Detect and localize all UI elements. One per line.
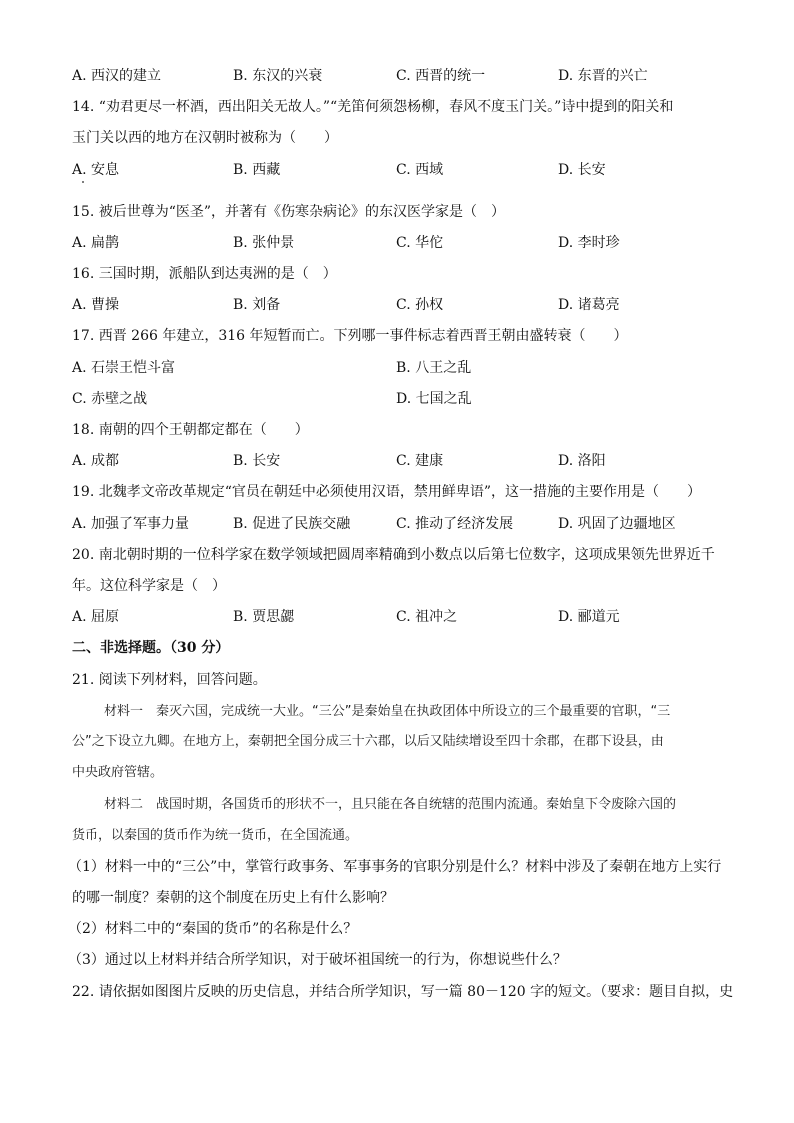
q14-option-b[interactable]: B. 西藏 [233, 162, 281, 178]
section-title-non-choice: 二、非选择题。（30 分） [72, 640, 230, 656]
q20-option-d[interactable]: D. 郦道元 [558, 609, 620, 625]
q17-options-row1 [72, 358, 732, 378]
q19-option-c[interactable]: C. 推动了经济发展 [396, 516, 514, 532]
q13-option-d[interactable]: D. 东晋的兴亡 [558, 68, 648, 84]
q14-options [72, 160, 732, 180]
q17-option-b[interactable]: B. 八王之乱 [396, 360, 472, 376]
q14-stem-line2: 玉门关以西的地方在汉朝时被称为（ ） [72, 130, 338, 146]
q16-stem: 16. 三国时期，派船队到达夷洲的是（ ） [72, 266, 337, 282]
q20-option-c[interactable]: C. 祖冲之 [396, 609, 458, 625]
q15-option-d[interactable]: D. 李时珍 [558, 235, 620, 251]
q22-stem: 22. 请依据如图图片反映的历史信息，并结合所学知识，写一篇 80－120 字的短文。（要求：题目自拟，史 [72, 984, 734, 1000]
q16-option-d[interactable]: D. 诸葛亮 [558, 297, 620, 313]
q14-option-a[interactable]: A. 安息 [72, 162, 120, 178]
q21-sub3: （3）通过以上材料并结合所学知识，对于破坏祖国统一的行为，你想说些什么？ [68, 952, 567, 968]
q17-option-a[interactable]: A. 石崇王恺斗富 [72, 360, 176, 376]
q15-stem: 15. 被后世尊为“医圣”，并著有《伤寒杂病论》的东汉医学家是（ ） [72, 204, 506, 220]
q19-option-a[interactable]: A. 加强了军事力量 [72, 516, 190, 532]
q21-sub1-line2: 的哪一制度？秦朝的这个制度在历史上有什么影响？ [72, 890, 394, 906]
q21-material1-line2: 公”之下设立九卿。在地方上，秦朝把全国分成三十六郡，以后又陆续增设至四十余郡，在郡下设县，由 [72, 734, 664, 749]
q16-option-a[interactable]: A. 曹操 [72, 297, 120, 313]
q19-options [72, 514, 732, 534]
q20-option-a[interactable]: A. 屈原 [72, 609, 120, 625]
q14-stem-line1: 14. “劝君更尽一杯酒，西出阳关无故人。”“羌笛何须怨杨柳，春风不度玉门关。”诗中提到的阳关和 [72, 99, 674, 115]
q20-stem-line1: 20. 南北朝时期的一位科学家在数学领域把圆周率精确到小数点以后第七位数字，这项成果领先世界近千 [72, 547, 715, 563]
q20-stem-line2: 年。这位科学家是（ ） [72, 578, 226, 594]
q21-material2-line2: 货币，以秦国的货币作为统一货币，在全国流通。 [72, 828, 359, 843]
q14-option-c[interactable]: C. 西域 [396, 162, 444, 178]
q19-option-d[interactable]: D. 巩固了边疆地区 [558, 516, 676, 532]
q13-option-a[interactable]: A. 西汉的建立 [72, 68, 162, 84]
stray-dot-mark [82, 181, 84, 183]
q13-option-b[interactable]: B. 东汉的兴衰 [233, 68, 323, 84]
q13-options [72, 66, 732, 86]
q18-option-b[interactable]: B. 长安 [233, 453, 281, 469]
q15-option-b[interactable]: B. 张仲景 [233, 235, 295, 251]
q17-options-row2 [72, 389, 732, 409]
q18-option-d[interactable]: D. 洛阳 [558, 453, 606, 469]
q15-option-c[interactable]: C. 华佗 [396, 235, 444, 251]
q21-sub2: （2）材料二中的“秦国的货币”的名称是什么？ [68, 921, 358, 937]
q17-stem: 17. 西晋 266 年建立，316 年短暂而亡。下列哪一事件标志着西晋王朝由盛转衰（ ） [72, 328, 628, 344]
q21-material2-line1: 材料二 战国时期，各国货币的形状不一，且只能在各自统辖的范围内流通。秦始皇下令废除六国的 [104, 797, 677, 812]
q20-options [72, 607, 732, 627]
q20-option-b[interactable]: B. 贾思勰 [233, 609, 295, 625]
q16-options [72, 295, 732, 315]
q15-options [72, 233, 732, 253]
q18-stem: 18. 南朝的四个王朝都定都在（ ） [72, 422, 309, 438]
q17-option-d[interactable]: D. 七国之乱 [396, 391, 472, 407]
q18-option-c[interactable]: C. 建康 [396, 453, 444, 469]
q21-stem: 21. 阅读下列材料，回答问题。 [72, 672, 267, 688]
q16-option-c[interactable]: C. 孙权 [396, 297, 444, 313]
q14-option-d[interactable]: D. 长安 [558, 162, 606, 178]
q19-option-b[interactable]: B. 促进了民族交融 [233, 516, 351, 532]
q18-options [72, 451, 732, 471]
q18-option-a[interactable]: A. 成都 [72, 453, 120, 469]
q16-option-b[interactable]: B. 刘备 [233, 297, 281, 313]
q17-option-c[interactable]: C. 赤壁之战 [72, 391, 148, 407]
q13-option-c[interactable]: C. 西晋的统一 [396, 68, 486, 84]
q15-option-a[interactable]: A. 扁鹊 [72, 235, 120, 251]
q21-sub1-line1: （1）材料一中的“三公”中，掌管行政事务、军事事务的官职分别是什么？材料中涉及了秦朝在地方上实行 [68, 859, 722, 875]
q21-material1-line3: 中央政府管辖。 [72, 765, 164, 780]
q21-material1-line1: 材料一 秦灭六国，完成统一大业。“三公”是秦始皇在执政团体中所设立的三个最重要的官职，“三 [104, 704, 671, 719]
q19-stem: 19. 北魏孝文帝改革规定“官员在朝廷中必须使用汉语，禁用鲜卑语”，这一措施的主要作用是（ ） [72, 484, 702, 500]
